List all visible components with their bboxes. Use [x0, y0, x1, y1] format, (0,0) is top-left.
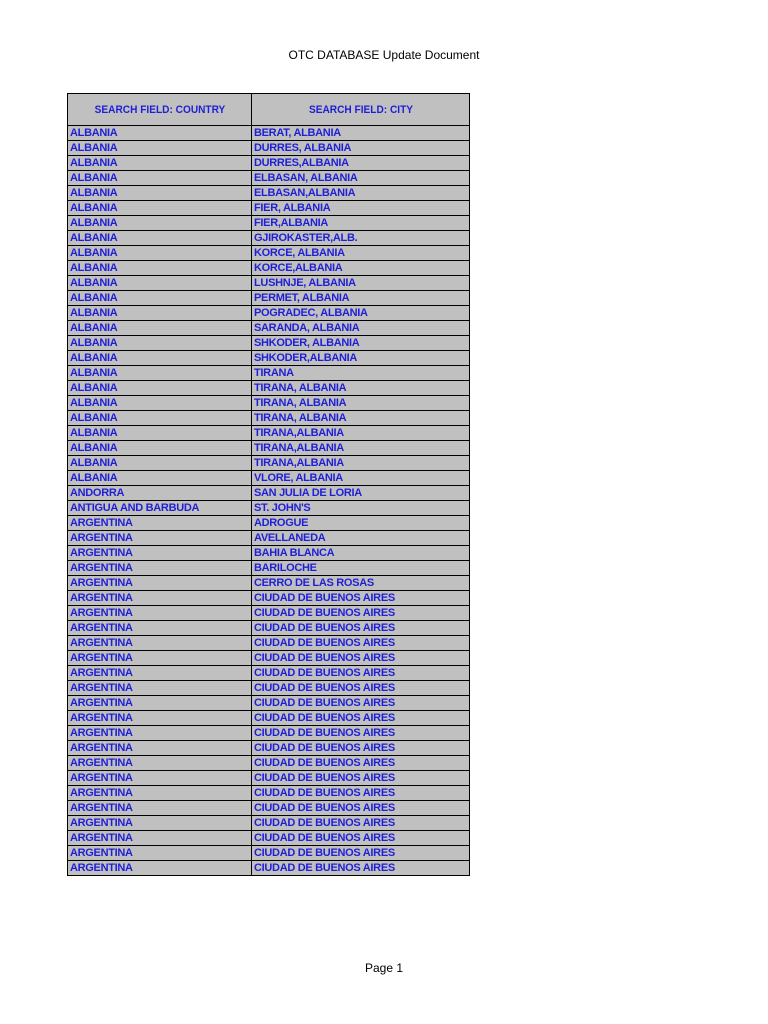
- table-row: [68, 636, 470, 651]
- country-cell: ALBANIA: [68, 231, 252, 246]
- table-row: [68, 801, 470, 816]
- country-cell: ALBANIA: [68, 216, 252, 231]
- table-row: [68, 756, 470, 771]
- table-row: [68, 291, 470, 306]
- country-cell: ARGENTINA: [68, 576, 252, 591]
- city-cell: CIUDAD DE BUENOS AIRES: [252, 711, 470, 726]
- city-cell: SARANDA, ALBANIA: [252, 321, 470, 336]
- city-cell: FIER, ALBANIA: [252, 201, 470, 216]
- table-body: [68, 126, 470, 876]
- country-cell: ARGENTINA: [68, 711, 252, 726]
- table-row: [68, 546, 470, 561]
- city-cell: TIRANA,ALBANIA: [252, 441, 470, 456]
- country-cell: ALBANIA: [68, 126, 252, 141]
- table-row: [68, 471, 470, 486]
- table-row: [68, 651, 470, 666]
- table-row: [68, 396, 470, 411]
- country-cell: ALBANIA: [68, 366, 252, 381]
- header-row: [68, 94, 470, 126]
- table-row: [68, 846, 470, 861]
- country-cell: ALBANIA: [68, 306, 252, 321]
- country-cell: ALBANIA: [68, 246, 252, 261]
- country-cell: ARGENTINA: [68, 756, 252, 771]
- city-cell: FIER,ALBANIA: [252, 216, 470, 231]
- country-cell: ARGENTINA: [68, 861, 252, 876]
- country-cell: ARGENTINA: [68, 726, 252, 741]
- city-cell: CIUDAD DE BUENOS AIRES: [252, 666, 470, 681]
- table-row: [68, 156, 470, 171]
- table-row: [68, 366, 470, 381]
- country-cell: ARGENTINA: [68, 606, 252, 621]
- table-row: [68, 576, 470, 591]
- country-cell: ARGENTINA: [68, 741, 252, 756]
- table-row: [68, 321, 470, 336]
- city-cell: PERMET, ALBANIA: [252, 291, 470, 306]
- country-cell: ALBANIA: [68, 396, 252, 411]
- city-cell: ELBASAN,ALBANIA: [252, 186, 470, 201]
- country-cell: ALBANIA: [68, 201, 252, 216]
- country-cell: ALBANIA: [68, 426, 252, 441]
- city-cell: VLORE, ALBANIA: [252, 471, 470, 486]
- country-cell: ALBANIA: [68, 351, 252, 366]
- city-cell: SAN JULIA DE LORIA: [252, 486, 470, 501]
- city-cell: AVELLANEDA: [252, 531, 470, 546]
- city-cell: LUSHNJE, ALBANIA: [252, 276, 470, 291]
- city-cell: CERRO DE LAS ROSAS: [252, 576, 470, 591]
- city-cell: CIUDAD DE BUENOS AIRES: [252, 816, 470, 831]
- city-cell: ELBASAN, ALBANIA: [252, 171, 470, 186]
- table-header: [68, 94, 470, 126]
- city-cell: TIRANA: [252, 366, 470, 381]
- table-row: [68, 276, 470, 291]
- city-cell: CIUDAD DE BUENOS AIRES: [252, 771, 470, 786]
- table-row: [68, 786, 470, 801]
- country-cell: ARGENTINA: [68, 846, 252, 861]
- table-row: [68, 186, 470, 201]
- table-row: [68, 711, 470, 726]
- city-cell: TIRANA, ALBANIA: [252, 411, 470, 426]
- country-cell: ALBANIA: [68, 261, 252, 276]
- country-cell: ANTIGUA AND BARBUDA: [68, 501, 252, 516]
- table-row: [68, 591, 470, 606]
- country-cell: ARGENTINA: [68, 546, 252, 561]
- country-cell: ALBANIA: [68, 411, 252, 426]
- table-row: [68, 606, 470, 621]
- city-cell: CIUDAD DE BUENOS AIRES: [252, 756, 470, 771]
- city-cell: TIRANA,ALBANIA: [252, 426, 470, 441]
- column-header-city: SEARCH FIELD: CITY: [260, 94, 461, 126]
- city-cell: CIUDAD DE BUENOS AIRES: [252, 696, 470, 711]
- country-cell: ARGENTINA: [68, 636, 252, 651]
- table-row: [68, 516, 470, 531]
- table-row: [68, 171, 470, 186]
- table-row: [68, 411, 470, 426]
- country-cell: ARGENTINA: [68, 651, 252, 666]
- table-row: [68, 741, 470, 756]
- city-cell: DURRES,ALBANIA: [252, 156, 470, 171]
- table-row: [68, 216, 470, 231]
- city-cell: DURRES, ALBANIA: [252, 141, 470, 156]
- city-cell: CIUDAD DE BUENOS AIRES: [252, 786, 470, 801]
- city-cell: POGRADEC, ALBANIA: [252, 306, 470, 321]
- city-cell: CIUDAD DE BUENOS AIRES: [252, 846, 470, 861]
- city-cell: TIRANA, ALBANIA: [252, 381, 470, 396]
- city-cell: CIUDAD DE BUENOS AIRES: [252, 591, 470, 606]
- city-cell: CIUDAD DE BUENOS AIRES: [252, 801, 470, 816]
- table-row: [68, 501, 470, 516]
- city-cell: ST. JOHN'S: [252, 501, 470, 516]
- table-row: [68, 771, 470, 786]
- country-cell: ARGENTINA: [68, 666, 252, 681]
- country-cell: ALBANIA: [68, 276, 252, 291]
- table-row: [68, 246, 470, 261]
- country-cell: ARGENTINA: [68, 771, 252, 786]
- city-cell: TIRANA,ALBANIA: [252, 456, 470, 471]
- country-cell: ALBANIA: [68, 336, 252, 351]
- country-cell: ALBANIA: [68, 291, 252, 306]
- city-cell: CIUDAD DE BUENOS AIRES: [252, 741, 470, 756]
- country-cell: ALBANIA: [68, 156, 252, 171]
- country-cell: ARGENTINA: [68, 786, 252, 801]
- country-cell: ARGENTINA: [68, 801, 252, 816]
- country-cell: ALBANIA: [68, 381, 252, 396]
- city-cell: CIUDAD DE BUENOS AIRES: [252, 831, 470, 846]
- city-cell: BERAT, ALBANIA: [252, 126, 470, 141]
- country-cell: ALBANIA: [68, 171, 252, 186]
- city-cell: KORCE, ALBANIA: [252, 246, 470, 261]
- country-cell: ALBANIA: [68, 471, 252, 486]
- city-cell: SHKODER,ALBANIA: [252, 351, 470, 366]
- table-row: [68, 426, 470, 441]
- table-row: [68, 231, 470, 246]
- document-title: OTC DATABASE Update Document: [288, 48, 480, 62]
- table-row: [68, 696, 470, 711]
- city-cell: BARILOCHE: [252, 561, 470, 576]
- country-cell: ALBANIA: [68, 141, 252, 156]
- table-row: [68, 201, 470, 216]
- city-cell: TIRANA, ALBANIA: [252, 396, 470, 411]
- column-header-country: SEARCH FIELD: COUNTRY: [75, 94, 244, 126]
- table-row: [68, 381, 470, 396]
- table-row: [68, 336, 470, 351]
- country-cell: ANDORRA: [68, 486, 252, 501]
- table-row: [68, 306, 470, 321]
- city-cell: CIUDAD DE BUENOS AIRES: [252, 636, 470, 651]
- table-row: [68, 681, 470, 696]
- country-city-table: [67, 93, 470, 876]
- city-cell: GJIROKASTER,ALB.: [252, 231, 470, 246]
- table-row: [68, 456, 470, 471]
- country-cell: ARGENTINA: [68, 531, 252, 546]
- city-cell: SHKODER, ALBANIA: [252, 336, 470, 351]
- country-cell: ALBANIA: [68, 321, 252, 336]
- city-cell: CIUDAD DE BUENOS AIRES: [252, 681, 470, 696]
- page-number: Page 1: [364, 961, 404, 975]
- city-cell: CIUDAD DE BUENOS AIRES: [252, 621, 470, 636]
- country-cell: ARGENTINA: [68, 696, 252, 711]
- table-row: [68, 831, 470, 846]
- city-cell: ADROGUE: [252, 516, 470, 531]
- table-row: [68, 141, 470, 156]
- table-row: [68, 351, 470, 366]
- table-row: [68, 486, 470, 501]
- country-cell: ARGENTINA: [68, 621, 252, 636]
- country-cell: ALBANIA: [68, 441, 252, 456]
- table-row: [68, 621, 470, 636]
- table-row: [68, 561, 470, 576]
- city-cell: CIUDAD DE BUENOS AIRES: [252, 726, 470, 741]
- table-row: [68, 666, 470, 681]
- table-row: [68, 531, 470, 546]
- city-cell: KORCE,ALBANIA: [252, 261, 470, 276]
- city-cell: CIUDAD DE BUENOS AIRES: [252, 651, 470, 666]
- country-cell: ARGENTINA: [68, 591, 252, 606]
- table-row: [68, 726, 470, 741]
- table-row: [68, 861, 470, 876]
- table-row: [68, 816, 470, 831]
- country-cell: ALBANIA: [68, 456, 252, 471]
- country-cell: ARGENTINA: [68, 516, 252, 531]
- country-cell: ARGENTINA: [68, 681, 252, 696]
- city-cell: BAHIA BLANCA: [252, 546, 470, 561]
- table-row: [68, 126, 470, 141]
- table-row: [68, 441, 470, 456]
- country-cell: ARGENTINA: [68, 561, 252, 576]
- table-row: [68, 261, 470, 276]
- country-cell: ALBANIA: [68, 186, 252, 201]
- country-cell: ARGENTINA: [68, 831, 252, 846]
- city-cell: CIUDAD DE BUENOS AIRES: [252, 861, 470, 876]
- city-cell: CIUDAD DE BUENOS AIRES: [252, 606, 470, 621]
- country-cell: ARGENTINA: [68, 816, 252, 831]
